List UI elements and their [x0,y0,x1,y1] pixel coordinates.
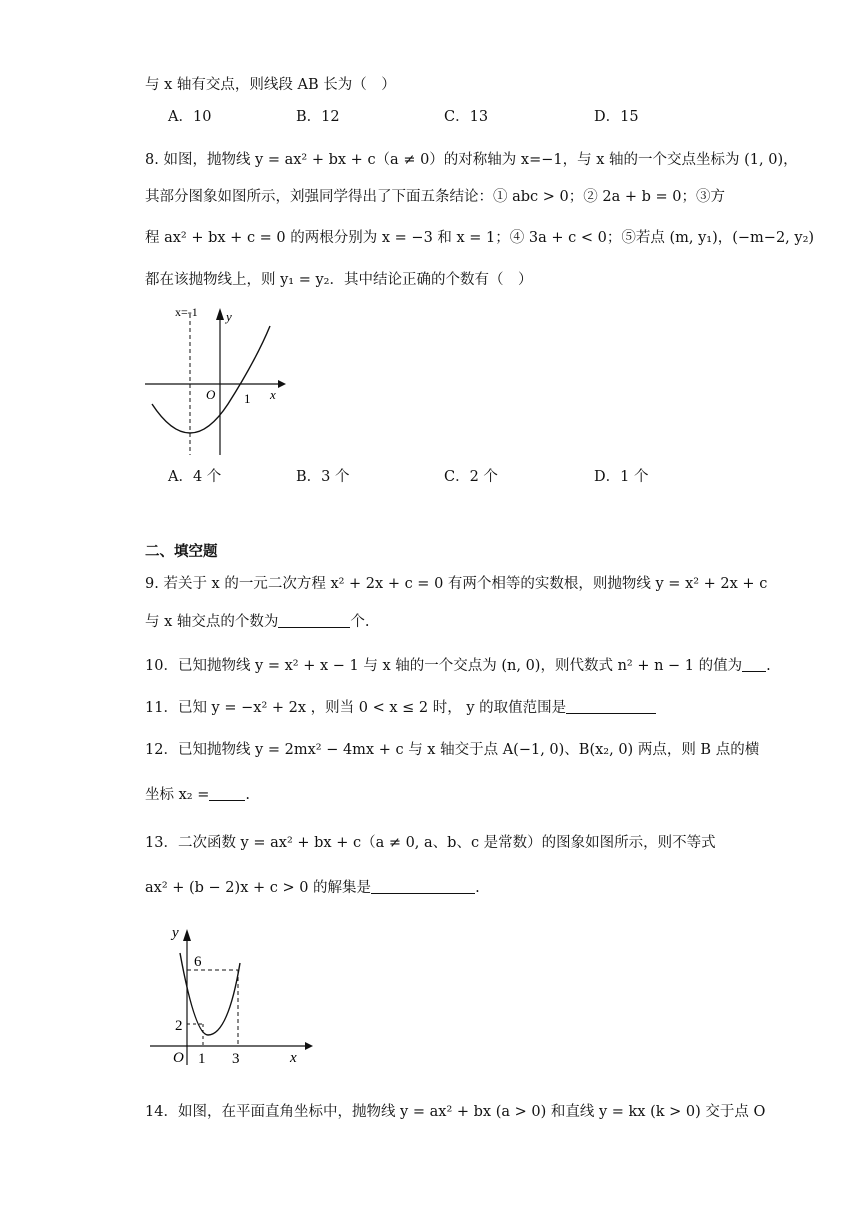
q8-parabola-graph [140,300,290,465]
q13-y-label: y [172,925,179,941]
q8-line-2: 其部分图象如图所示，刘强同学得出了下面五条结论：① abc > 0；② 2a + b = 0；③方 [145,189,725,205]
q12-line-2: 坐标 x₂ = . [145,787,250,803]
q7-option-d: D．15 [594,109,639,125]
q8-option-c: C．2 个 [444,469,498,485]
q13-x-arrow-icon [305,1042,313,1050]
q8-line-3: 程 ax² + bx + c = 0 的两根分别为 x = −3 和 x = 1；④ 3a + c < 0；⑤若点 (m, y₁)，(−m−2, y₂) [145,230,815,246]
q9-blank[interactable] [278,613,350,628]
q13-x-label: x [290,1050,297,1066]
q13-line-2: ax² + (b − 2)x + c > 0 的解集是 . [145,880,480,896]
q7-option-a: A．10 [168,109,212,125]
q8-y-arrow-icon [216,308,224,320]
q8-axis-label: x=-1 [175,305,198,319]
q7-text: 与 x 轴有交点，则线段 AB 长为（ ） [145,77,396,93]
q9-line-1: 9. 若关于 x 的一元二次方程 x² + 2x + c = 0 有两个相等的实数根，则抛物线 y = x² + 2x + c [145,576,768,592]
q11-blank[interactable] [566,699,656,714]
q12-blank[interactable] [209,786,245,801]
q8-x-arrow-icon [278,380,286,388]
q7-option-b: B．12 [296,109,340,125]
q13-two-label: 2 [175,1018,183,1034]
q13-origin-label: O [173,1050,184,1066]
q12-line-1: 12．已知抛物线 y = 2mx² − 4mx + c 与 x 轴交于点 A(−1, 0)、B(x₂, 0) 两点，则 B 点的横 [145,742,760,758]
q8-option-b: B．3 个 [296,469,350,485]
q14-line-1: 14．如图，在平面直角坐标中，抛物线 y = ax² + bx (a > 0) 和直线 y = kx (k > 0) 交于点 O [145,1104,766,1120]
q11-line: 11．已知 y = −x² + 2x ，则当 0 < x ≤ 2 时， y 的取值范围是 [145,698,656,718]
q8-x-label: x [270,387,276,402]
q13-parabola-graph [140,915,320,1075]
q10-line: 10．已知抛物线 y = x² + x − 1 与 x 轴的一个交点为 (n, 0)，则代数式 n² + n − 1 的值为 . [145,658,771,674]
q8-line-1: 8. 如图，抛物线 y = ax² + bx + c（a ≠ 0）的对称轴为 x=−1，与 x 轴的一个交点坐标为 (1, 0)， [145,152,798,168]
q8-y-label: y [226,309,232,324]
q8-option-d: D．1 个 [594,469,649,485]
q13-line-1: 13．二次函数 y = ax² + bx + c（a ≠ 0, a、b、c 是常数）的图象如图所示，则不等式 [145,835,716,851]
q13-three-label: 3 [232,1051,240,1067]
q13-six-label: 6 [194,954,202,970]
q13-parabola-curve [180,953,240,1035]
q8-origin-label: O [206,387,216,402]
q13-y-arrow-icon [183,929,191,941]
q13-one-label: 1 [198,1051,206,1067]
q8-line-4: 都在该抛物线上，则 y₁ = y₂．其中结论正确的个数有（ ） [145,272,533,288]
q7-option-c: C．13 [444,109,489,125]
q8-option-a: A．4 个 [168,469,222,485]
q9-line-2: 与 x 轴交点的个数为 个. [145,614,370,630]
q8-one-label: 1 [244,391,251,406]
section-title: 二、填空题 [145,544,218,560]
q10-blank[interactable] [742,657,766,672]
q13-blank[interactable] [371,879,475,894]
q8-parabola-curve [152,326,270,433]
